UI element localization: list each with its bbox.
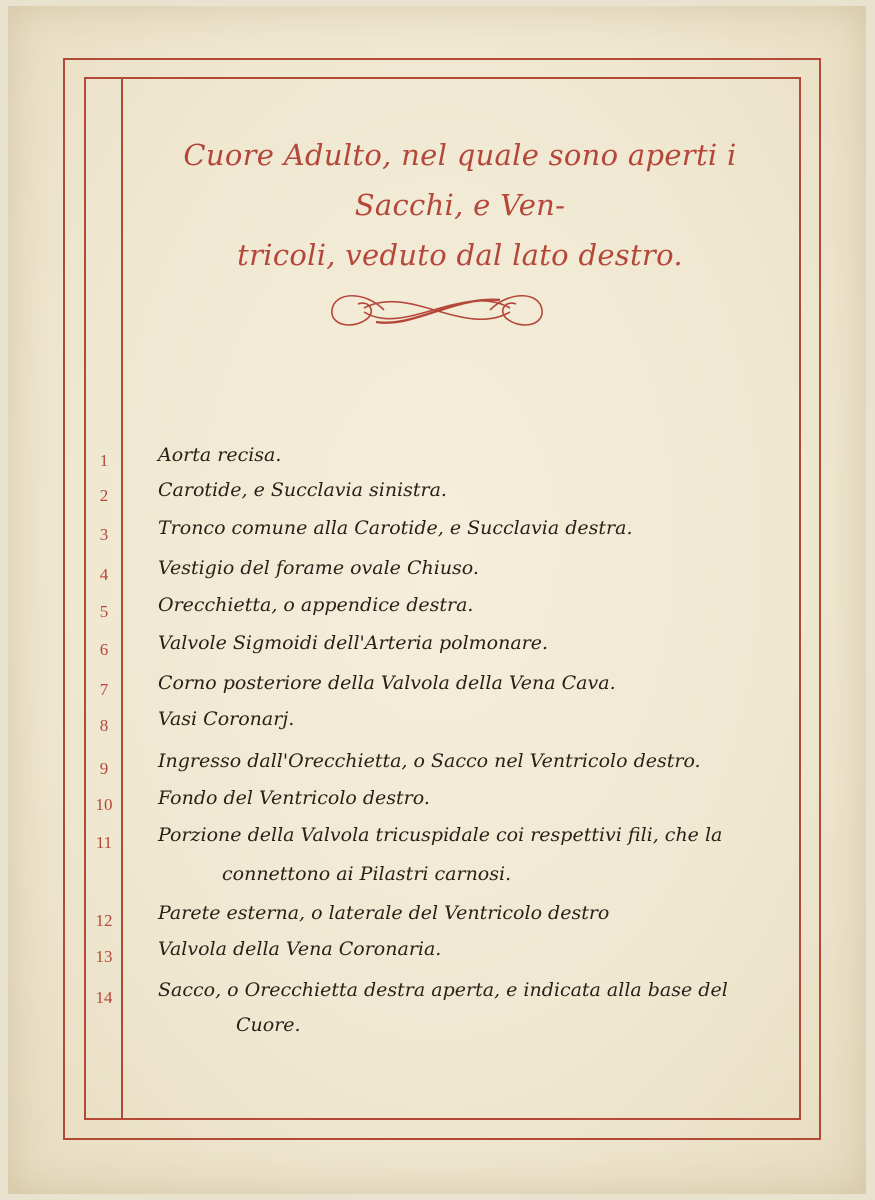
item-number: 4 [99,565,109,584]
list-item: Carotide, e Succlavia sinistra. [158,479,447,501]
list-item: Valvola della Vena Coronaria. [158,938,442,960]
item-number: 1 [99,451,109,470]
item-number: 8 [99,716,109,735]
item-number: 9 [99,759,109,778]
list-item: Fondo del Ventricolo destro. [158,787,430,809]
list-item-continuation: Cuore. [236,1014,301,1036]
list-item: Orecchietta, o appendice destra. [158,594,474,616]
list-item: Parete esterna, o laterale del Ventricolo destro [158,902,610,924]
page-title [128,130,792,280]
item-number: 6 [99,640,109,659]
item-number: 2 [99,486,109,505]
list-item: Corno posteriore della Valvola della Vena Cava. [158,672,616,694]
list-item: Vasi Coronarj. [158,708,295,730]
title-line-1: Cuore Adulto, nel quale sono aperti i Sacchi, e Ven- [183,138,737,222]
list-item: Valvole Sigmoidi dell'Arteria polmonare. [158,632,549,654]
item-number: 13 [95,947,113,966]
item-number: 11 [95,833,113,852]
list-item: Porzione della Valvola tricuspidale coi respettivi fili, che la [158,824,723,846]
list-item: Tronco comune alla Carotide, e Succlavia destra. [158,517,633,539]
list-item: Aorta recisa. [158,444,282,466]
title-line-2: tricoli, veduto dal lato destro. [237,238,683,272]
item-number: 3 [99,525,109,544]
flourish-ornament [324,282,550,338]
list-item: Ingresso dall'Orecchietta, o Sacco nel Ventricolo destro. [158,750,701,772]
item-number: 7 [99,680,109,699]
item-number: 14 [95,988,113,1007]
list-item: Sacco, o Orecchietta destra aperta, e indicata alla base del [158,979,728,1001]
margin-rule [121,77,123,1120]
item-number: 10 [95,795,113,814]
item-number: 12 [95,911,113,930]
list-item-continuation: connettono ai Pilastri carnosi. [222,863,512,885]
item-number: 5 [99,602,109,621]
list-item: Vestigio del forame ovale Chiuso. [158,557,479,579]
